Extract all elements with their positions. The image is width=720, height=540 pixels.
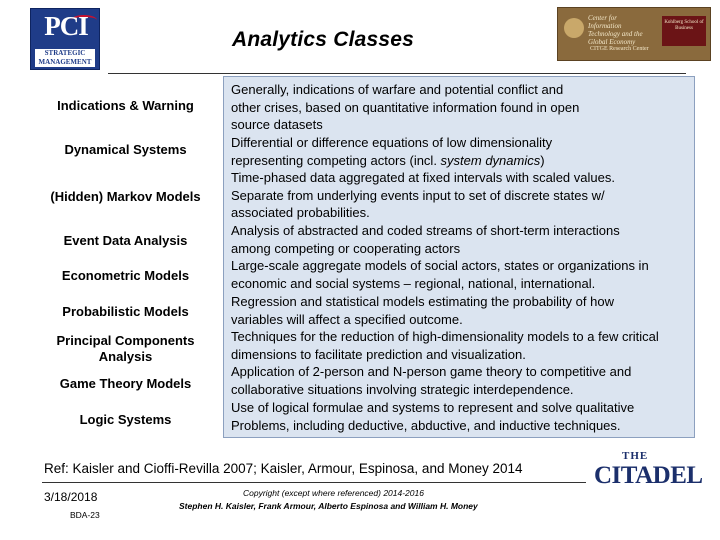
row-label: Dynamical Systems [64, 142, 187, 157]
analytics-table [29, 76, 695, 438]
pci-letters: PCI [44, 11, 88, 41]
row-description [231, 222, 693, 257]
desc-line: among competing or cooperating actors [231, 240, 461, 256]
slide-id: BDA-23 [70, 510, 100, 520]
pci-logo [30, 8, 100, 70]
pci-line1: STRATEGIC [44, 49, 86, 57]
row-description [231, 134, 693, 169]
desc-line: economic and social systems – regional, national, international. [231, 275, 596, 291]
row-label: Probabilistic Models [62, 304, 189, 319]
row-description [231, 169, 693, 222]
desc-line: Large-scale aggregate models of social actors, states or organizations in [231, 258, 649, 273]
copyright-line2: Stephen H. Kaisler, Frank Armour, Alberto Espinosa and William H. Money [179, 501, 478, 511]
desc-line: Differential or difference equations of low dimensionality [231, 135, 553, 150]
citadel-name: CITADEL [594, 462, 703, 489]
footer-divider [42, 482, 586, 483]
italic-term: system dynamics [440, 152, 541, 168]
footer-date: 3/18/2018 [44, 490, 98, 504]
row-label: Indications & Warning [57, 98, 194, 113]
desc-line: Separate from underlying events input to set of discrete states w/ [231, 187, 605, 203]
cite-logo-center: CITGE Research Center [590, 46, 649, 52]
row-label: Event Data Analysis [63, 233, 188, 248]
desc-line: variables will affect a specified outcome. [231, 311, 463, 327]
desc-line: representing competing actors (incl. system dynamics) [231, 152, 545, 168]
cite-logo-text: Center for Information Technology and the Global Economy [588, 14, 643, 46]
desc-line: Problems, including deductive, abductive, and inductive techniques. [231, 417, 621, 433]
row-description [231, 363, 693, 398]
cite-seal-icon [564, 18, 584, 38]
citadel-the: THE [622, 450, 649, 462]
pci-band [35, 49, 95, 67]
reference-text: Ref: Kaisler and Cioffi-Revilla 2007; Kaisler, Armour, Espinosa, and Money 2014 [44, 461, 523, 476]
class-labels-column [29, 76, 222, 438]
desc-line: dimensions to facilitate prediction and visualization. [231, 346, 526, 362]
row-label: Principal Components [56, 333, 195, 348]
row-label: Logic Systems [79, 412, 172, 427]
citadel-logo [594, 450, 703, 496]
desc-line: Time-phased data aggregated at fixed intervals with scaled values. [231, 170, 615, 185]
pci-line2: MANAGEMENT [38, 57, 92, 66]
desc-line: Regression and statistical models estimating the probability of how [231, 294, 614, 309]
row-label: Econometric Models [61, 268, 190, 283]
descriptions-column [223, 76, 695, 438]
desc-line: Use of logical formulae and systems to represent and solve qualitative [231, 400, 635, 415]
row-label: (Hidden) Markov Models [50, 189, 201, 204]
row-label: Analysis [98, 349, 153, 364]
page-title: Analytics Classes [232, 28, 415, 51]
copyright-line1: Copyright (except where referenced) 2014-2016 [243, 488, 424, 498]
desc-line: associated probabilities. [231, 205, 370, 221]
row-description [231, 328, 693, 363]
desc-line: Application of 2-person and N-person game theory to competitive and [231, 364, 632, 379]
desc-line: Analysis of abstracted and coded streams of short-term interactions [231, 223, 620, 238]
header-divider [108, 73, 686, 74]
row-description [231, 293, 693, 328]
desc-line: other crises, based on quantitative information found in open [231, 99, 580, 115]
cite-logo [557, 7, 711, 61]
desc-line: Techniques for the reduction of high-dimensionality models to a few critical [231, 329, 659, 344]
row-label: Game Theory Models [59, 376, 192, 391]
desc-line: source datasets [231, 117, 323, 133]
cite-logo-badge: Kohlberg School of Business [662, 16, 706, 46]
desc-line: collaborative situations involving strategic interdependence. [231, 381, 574, 397]
row-description [231, 257, 693, 292]
row-description [231, 81, 693, 134]
row-description [231, 399, 693, 434]
desc-line: Generally, indications of warfare and potential conflict and [231, 82, 564, 97]
